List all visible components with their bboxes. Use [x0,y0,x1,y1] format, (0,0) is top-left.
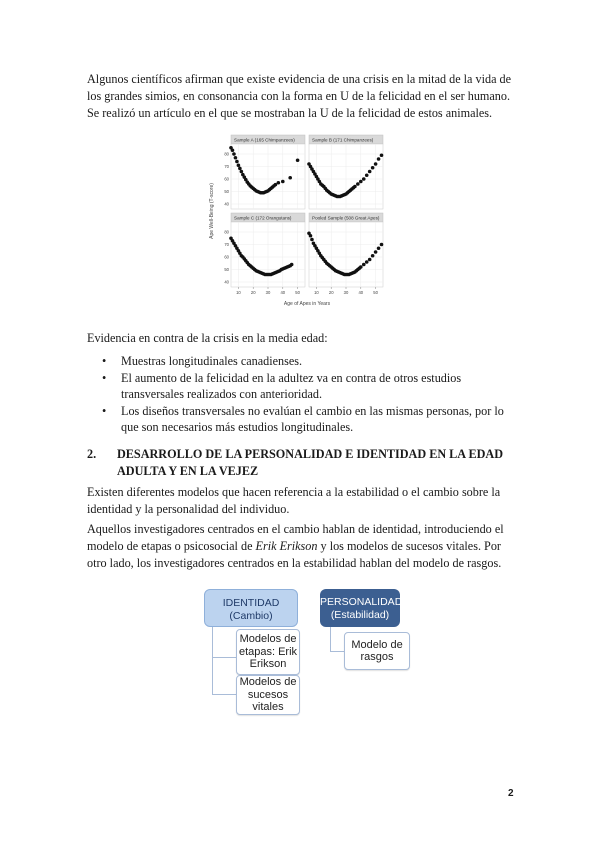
personalidad-subtitle: (Estabilidad) [330,609,390,621]
x-tick-label: 50 [373,290,378,295]
data-point [359,180,363,184]
y-tick-label: 60 [224,176,229,182]
data-point [235,160,239,164]
data-point [288,176,292,180]
data-point [374,250,378,254]
data-point [232,152,236,156]
traits-model-box: Modelo de rasgos [344,632,410,670]
data-point [380,153,384,157]
x-tick-label: 40 [280,290,286,295]
y-tick-label: 70 [224,242,229,247]
intro-paragraph: Algunos científicos afirman que existe evidencia de una crisis en la mitad de la vida de los grandes simios, en consonancia con la forma en U de la felicidad en el ser humano. Se realizó un artículo en el que se mostraban la U de la felicidad de estos animales. [87,72,512,120]
x-tick-label: 20 [328,290,334,295]
y-tick-label: 80 [224,229,229,235]
identidad-title: IDENTIDAD [222,597,280,609]
panel-title: Sample B (171 Chimpanzees) [312,137,374,143]
section-heading [87,446,517,480]
y-axis-label: Ape Well-Being (T-score) [209,183,215,239]
list-item: • El aumento de la felicidad en la adultez va en contra de otros estudios transversales realizados con anterioridad. [100,370,520,403]
against-heading: Evidencia en contra de la crisis en la media edad: [87,331,328,345]
y-tick-label: 70 [224,164,229,169]
data-point [296,158,300,162]
data-point [281,180,285,184]
data-point [274,183,278,187]
connector-line [330,627,345,652]
data-point [277,181,281,185]
data-point [365,173,369,177]
identidad-subtitle: (Cambio) [229,610,273,622]
data-point [237,163,241,167]
page-number: 2 [508,788,514,799]
y-tick-label: 60 [224,254,229,260]
identidad-box [204,589,298,627]
data-point [374,162,378,166]
section-title: DESARROLLO DE LA PERSONALIDAD E IDENTIDAD EN LA EDAD ADULTA Y EN LA VEJEZ [117,447,504,478]
y-tick-label: 40 [224,201,229,207]
paragraph-text-start: Aquellos investigadores centrados en el cambio hablan de identidad, introduciendo el modelo de etapas o psicosocial de [87,522,504,553]
data-point [377,157,381,161]
x-tick-label: 10 [236,290,241,295]
paragraph-models: Existen diferentes modelos que hacen referencia a la estabilidad o el cambio sobre la identidad y la personalidad del individuo. [87,485,501,516]
data-point [356,182,360,186]
data-point [368,258,372,262]
data-point [377,246,381,250]
y-tick-label: 40 [224,279,229,285]
section-number: 2. [87,447,97,461]
data-point [362,263,366,267]
data-point [368,170,372,174]
data-point [365,260,369,264]
panel-title: Sample A (165 Chimpanzees) [234,137,295,143]
x-tick-label: 50 [295,290,300,295]
data-point [310,238,314,242]
panel-title: Sample C (172 Orangutans) [234,215,292,221]
data-point [371,166,375,170]
list-item: • Muestras longitudinales canadienses. [100,353,520,370]
x-tick-label: 30 [343,290,349,295]
panel-title: Pooled Sample (508 Great Apes) [312,215,380,221]
paragraph-researchers [87,521,513,572]
connector-line [212,627,237,658]
data-point [231,148,235,152]
connector-line [212,656,237,695]
data-point [359,265,363,269]
life-events-model-box: Modelos de sucesos vitales [236,675,300,715]
y-tick-label: 50 [224,189,229,194]
erikson-model-box: Modelos de etapas: Erik Erikson [236,629,300,675]
x-tick-label: 20 [250,290,256,295]
evidence-list [100,353,520,436]
y-tick-label: 80 [224,151,229,157]
data-point [353,185,357,189]
data-point [371,254,375,258]
x-axis-label: Age of Apes in Years [283,301,331,307]
data-point [362,177,366,181]
erikson-name: Erik Erikson [255,539,318,553]
data-point [309,234,313,238]
ape-wellbeing-chart [205,133,391,313]
data-point [380,243,384,247]
data-point [290,263,294,267]
data-point [234,156,238,160]
personalidad-box [320,589,403,627]
list-item: • Los diseños transversales no evalúan el cambio en las mismas personas, por lo que son necesarios más estudios longitudinales. [100,403,520,436]
paragraph-text-end: y los modelos de sucesos vitales. Por otro lado, los investigadores centrados en la estabilidad hablan del modelo de rasgos. [87,539,502,570]
data-point [238,167,242,171]
data-point [240,170,244,174]
x-tick-label: 40 [358,290,364,295]
x-tick-label: 10 [314,290,319,295]
personalidad-title: PERSONALIDAD [320,596,403,608]
y-tick-label: 50 [224,267,229,272]
x-tick-label: 30 [265,290,271,295]
